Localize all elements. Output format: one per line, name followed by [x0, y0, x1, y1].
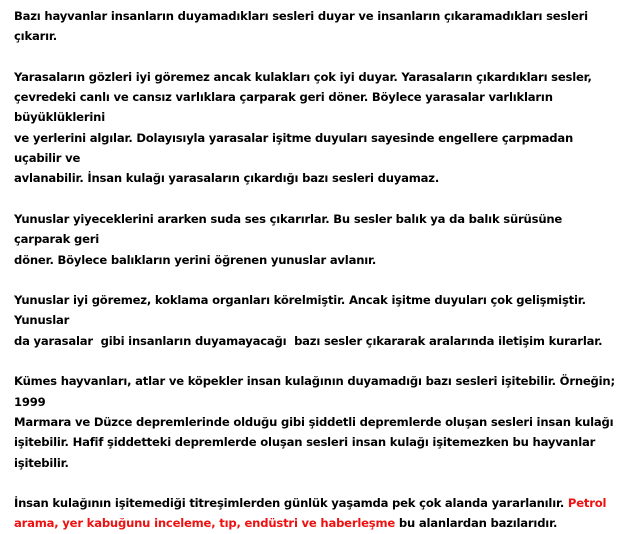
paragraph-animals-earthquakes	[14, 371, 620, 472]
highlighted-text: arama, yer kabuğunu inceleme, tıp, endüstri ve haberleşme	[14, 516, 396, 531]
text-line: İnsan kulağının işitemediği titreşimlerden günlük yaşamda pek çok alanda yararlanılır.	[14, 496, 568, 511]
text-line: Yarasaların gözleri iyi göremez ancak kulakları çok iyi duyar. Yarasaların çıkardıkları sesler,	[14, 69, 592, 84]
document-body	[14, 6, 620, 534]
paragraph-text: Bazı hayvanlar insanların duyamadıkları sesleri duyar ve insanların çıkaramadıkları sesleri çıkarır.	[14, 9, 588, 44]
text-line: çevredeki canlı ve cansız varlıklara çarparak geri döner. Böylece yarasalar varlıkların büyüklüklerini	[14, 90, 553, 125]
paragraph-dolphins-hunting	[14, 209, 620, 270]
highlighted-text: Petrol	[567, 496, 607, 511]
text-line: avlanabilir. İnsan kulağı yarasaların çıkardığı bazı sesleri duyamaz.	[14, 171, 440, 186]
text-line: ve yerlerini algılar. Dolayısıyla yarasalar işitme duyuları sayesinde engellere çarpmadan uçabilir ve	[14, 130, 574, 166]
text-line: Kümes hayvanları, atlar ve köpekler insan kulağının duyamadığı bazı sesleri işitebilir. Örneğin; 1999	[14, 374, 615, 409]
text-line: işitebilir.	[14, 455, 69, 470]
paragraph-bats	[14, 67, 620, 189]
text-line: döner. Böylece balıkların yerini öğrenen yunuslar avlanır.	[14, 252, 377, 267]
text-line: bu alanlardan bazılarıdır.	[395, 516, 558, 531]
text-line: işitebilir. Hafif şiddetteki depremlerde oluşan sesleri insan kulağı işitemezken bu hayvanlar	[14, 435, 596, 450]
text-line: Yunuslar yiyeceklerini ararken suda ses çıkarırlar. Bu sesler balık ya da balık sürüsüne çarparak geri	[14, 211, 563, 247]
text-line: da yarasalar gibi insanların duyamayacağı bazı sesler çıkararak aralarında iletişim kurarlar.	[14, 333, 603, 348]
text-line: Marmara ve Düzce depremlerinde olduğu gibi şiddetli depremlerde oluşan sesleri insan kulağı	[14, 414, 614, 429]
paragraph-intro	[14, 6, 620, 47]
paragraph-dolphins-communication	[14, 290, 620, 351]
text-line: Yunuslar iyi göremez, koklama organları körelmiştir. Ancak işitme duyuları çok gelişmiştir. Yunuslar	[14, 293, 586, 328]
paragraph-applications	[14, 493, 620, 534]
